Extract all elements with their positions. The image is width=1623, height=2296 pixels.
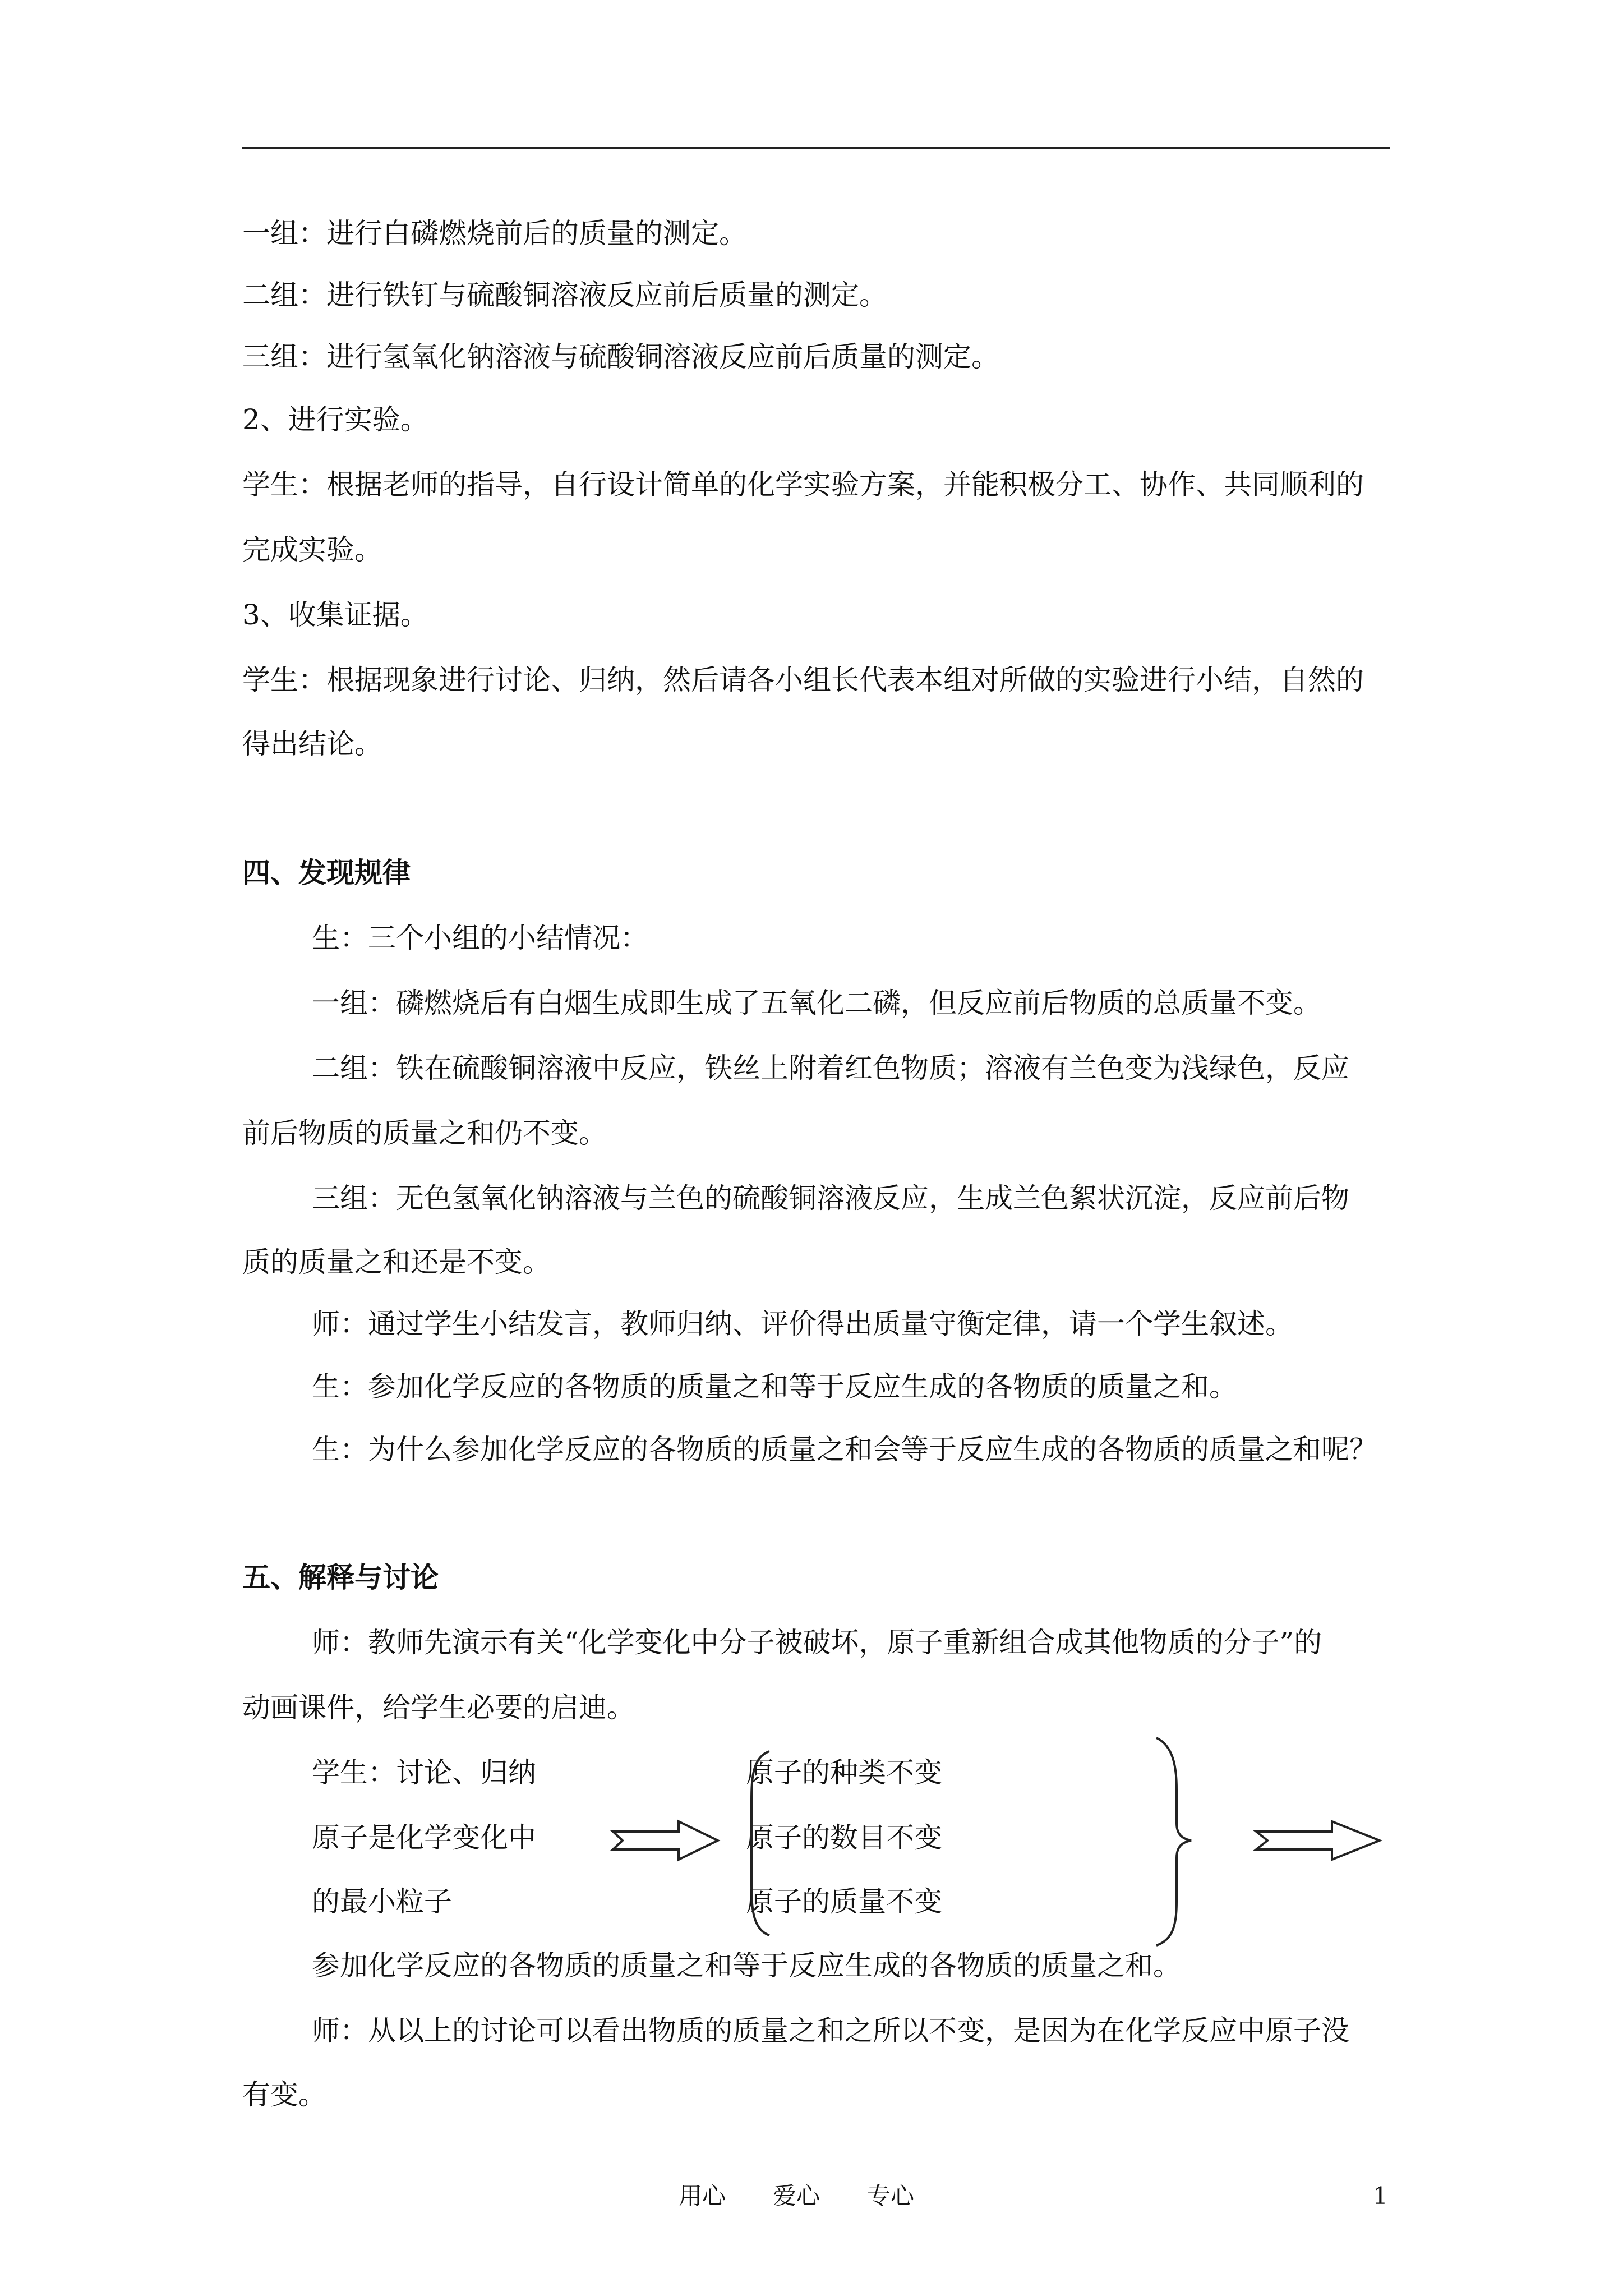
arrow-right-icon <box>1256 1821 1380 1860</box>
paragraph-line: 师：教师先演示有关“化学变化中分子被破坏，原子重新组合成其他物质的分子”的 <box>312 1626 1322 1659</box>
section-heading: 四、发现规律 <box>242 856 411 889</box>
section-heading: 五、解释与讨论 <box>242 1561 439 1594</box>
paragraph-line: 前后物质的质量之和仍不变。 <box>242 1117 607 1149</box>
paragraph-line: 学生：根据现象进行讨论、归纳，然后请各小组长代表本组对所做的实验进行小结，自然的 <box>242 664 1364 696</box>
diagram-item: 原子的种类不变 <box>746 1756 942 1789</box>
paragraph-line: 有变。 <box>242 2078 326 2111</box>
paragraph-line: 生：参加化学反应的各物质的质量之和等于反应生成的各物质的质量之和。 <box>312 1370 1237 1403</box>
paragraph-line: 动画课件，给学生必要的启迪。 <box>242 1691 635 1724</box>
paragraph-line: 三组：进行氢氧化钠溶液与硫酸铜溶液反应前后质量的测定。 <box>242 341 999 373</box>
right-brace <box>1156 1738 1191 1945</box>
paragraph-line: 参加化学反应的各物质的质量之和等于反应生成的各物质的质量之和。 <box>312 1949 1181 1982</box>
diagram-label: 的最小粒子 <box>312 1885 452 1918</box>
paragraph-line: 一组：磷燃烧后有白烟生成即生成了五氧化二磷，但反应前后物质的总质量不变。 <box>312 987 1321 1019</box>
diagram-item: 原子的数目不变 <box>746 1821 942 1854</box>
paragraph-line: 质的质量之和还是不变。 <box>242 1246 551 1278</box>
diagram-label: 原子是化学变化中 <box>312 1821 536 1854</box>
page-number: 1 <box>1373 2182 1388 2210</box>
left-bracket <box>751 1751 769 1935</box>
paragraph-line: 得出结论。 <box>242 728 382 760</box>
paragraph-line: 生：为什么参加化学反应的各物质的质量之和会等于反应生成的各物质的质量之和呢？ <box>312 1433 1377 1466</box>
footer-motto: 用心 爱心 专心 <box>679 2182 915 2210</box>
diagram-item: 原子的质量不变 <box>746 1885 942 1918</box>
step-heading: 2、进行实验。 <box>242 403 428 436</box>
paragraph-line: 师：从以上的讨论可以看出物质的质量之和之所以不变，是因为在化学反应中原子没 <box>312 2014 1349 2047</box>
step-heading: 3、收集证据。 <box>242 599 428 631</box>
diagram-label: 学生：讨论、归纳 <box>312 1756 536 1789</box>
paragraph-line: 三组：无色氢氧化钠溶液与兰色的硫酸铜溶液反应，生成兰色絮状沉淀，反应前后物 <box>312 1182 1349 1214</box>
paragraph-line: 一组：进行白磷燃烧前后的质量的测定。 <box>242 217 747 250</box>
paragraph-line: 二组：铁在硫酸铜溶液中反应，铁丝上附着红色物质；溶液有兰色变为浅绿色，反应 <box>312 1052 1349 1084</box>
paragraph-line: 学生：根据老师的指导，自行设计简单的化学实验方案，并能积极分工、协作、共同顺利的 <box>242 468 1364 501</box>
paragraph-line: 二组：进行铁钉与硫酸铜溶液反应前后质量的测定。 <box>242 279 887 311</box>
paragraph-line: 生：三个小组的小结情况： <box>312 922 648 954</box>
paragraph-line: 师：通过学生小结发言，教师归纳、评价得出质量守衡定律，请一个学生叙述。 <box>312 1308 1293 1340</box>
paragraph-line: 完成实验。 <box>242 533 382 566</box>
arrow-right-icon <box>613 1821 718 1860</box>
